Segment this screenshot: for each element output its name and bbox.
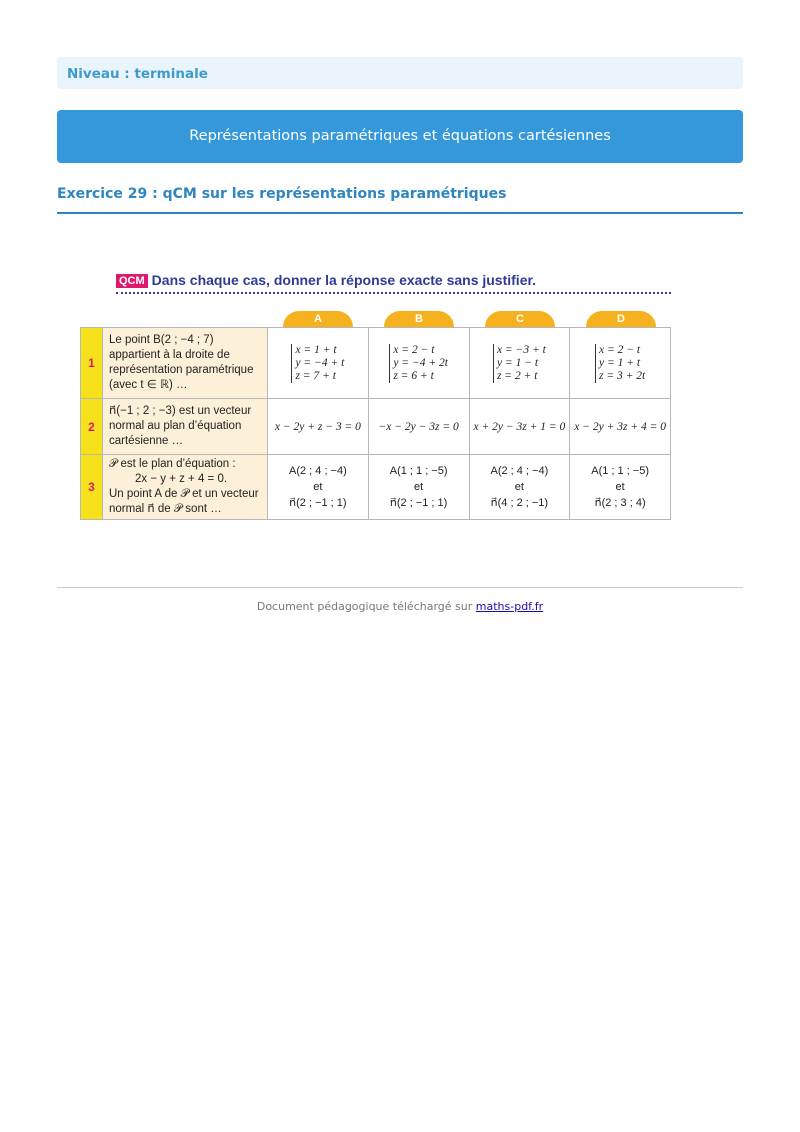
qcm-instruction-text: Dans chaque cas, donner la réponse exacte sans justifier. (151, 272, 537, 288)
footer-link[interactable]: maths-pdf.fr (475, 600, 544, 613)
column-label-d: D (617, 313, 625, 325)
exercise-title: Exercice 29 : qCM sur les représentations paramétriques (57, 186, 507, 202)
column-label-c: C (516, 313, 524, 325)
question-cell: 𝒫 est le plan d’équation : 2x − y + z + 4 = 0. Un point A de 𝒫 et un vecteur normal n⃗ de 𝒫 sont … (103, 455, 268, 520)
answer-cell (570, 328, 671, 399)
answer-cell: −x − 2y − 3z = 0 (368, 399, 469, 455)
question-cell: n⃗(−1 ; 2 ; −3) est un vecteur normal au plan d’équation cartésienne … (103, 399, 268, 455)
question-cell: Le point B(2 ; −4 ; 7) appartient à la droite de représentation paramétrique (avec t ∈ ℝ) … (103, 328, 268, 399)
answer-cell: A(1 ; 1 ; −5) et n⃗(2 ; 3 ; 4) (570, 455, 671, 520)
column-label-b: B (415, 313, 423, 325)
parametric-system: x = −3 + t y = 1 − t z = 2 + t (493, 344, 546, 383)
title-underline (57, 212, 743, 214)
answer-cell: A(2 ; 4 ; −4) et n⃗(4 ; 2 ; −1) (469, 455, 570, 520)
chapter-banner: Représentations paramétriques et équations cartésiennes (57, 110, 743, 163)
answer-cell: x + 2y − 3z + 1 = 0 (469, 399, 570, 455)
table-row (81, 455, 671, 520)
qcm-instruction (116, 272, 536, 288)
qcm-dotted-rule (116, 292, 671, 294)
answer-cell: A(2 ; 4 ; −4) et n⃗(2 ; −1 ; 1) (268, 455, 369, 520)
qcm-tag: QCM (116, 274, 148, 288)
row-number: 1 (81, 328, 103, 399)
row-number: 3 (81, 455, 103, 520)
parametric-system: x = 2 − t y = −4 + 2t z = 6 + t (389, 344, 448, 383)
row-number: 2 (81, 399, 103, 455)
column-label-a: A (314, 313, 322, 325)
table-row (81, 399, 671, 455)
footer-divider (57, 587, 743, 588)
level-label: Niveau : terminale (57, 57, 743, 89)
answer-cell: A(1 ; 1 ; −5) et n⃗(2 ; −1 ; 1) (368, 455, 469, 520)
answer-cell: x − 2y + z − 3 = 0 (268, 399, 369, 455)
answer-cell (268, 328, 369, 399)
footer (57, 600, 743, 613)
parametric-system: x = 2 − t y = 1 + t z = 3 + 2t (595, 344, 645, 383)
answer-cell (469, 328, 570, 399)
answer-cell: x − 2y + 3z + 4 = 0 (570, 399, 671, 455)
footer-text: Document pédagogique téléchargé sur (256, 600, 473, 613)
table-row (81, 328, 671, 399)
qcm-table (80, 327, 671, 520)
parametric-system: x = 1 + t y = −4 + t z = 7 + t (291, 344, 344, 383)
answer-cell (368, 328, 469, 399)
